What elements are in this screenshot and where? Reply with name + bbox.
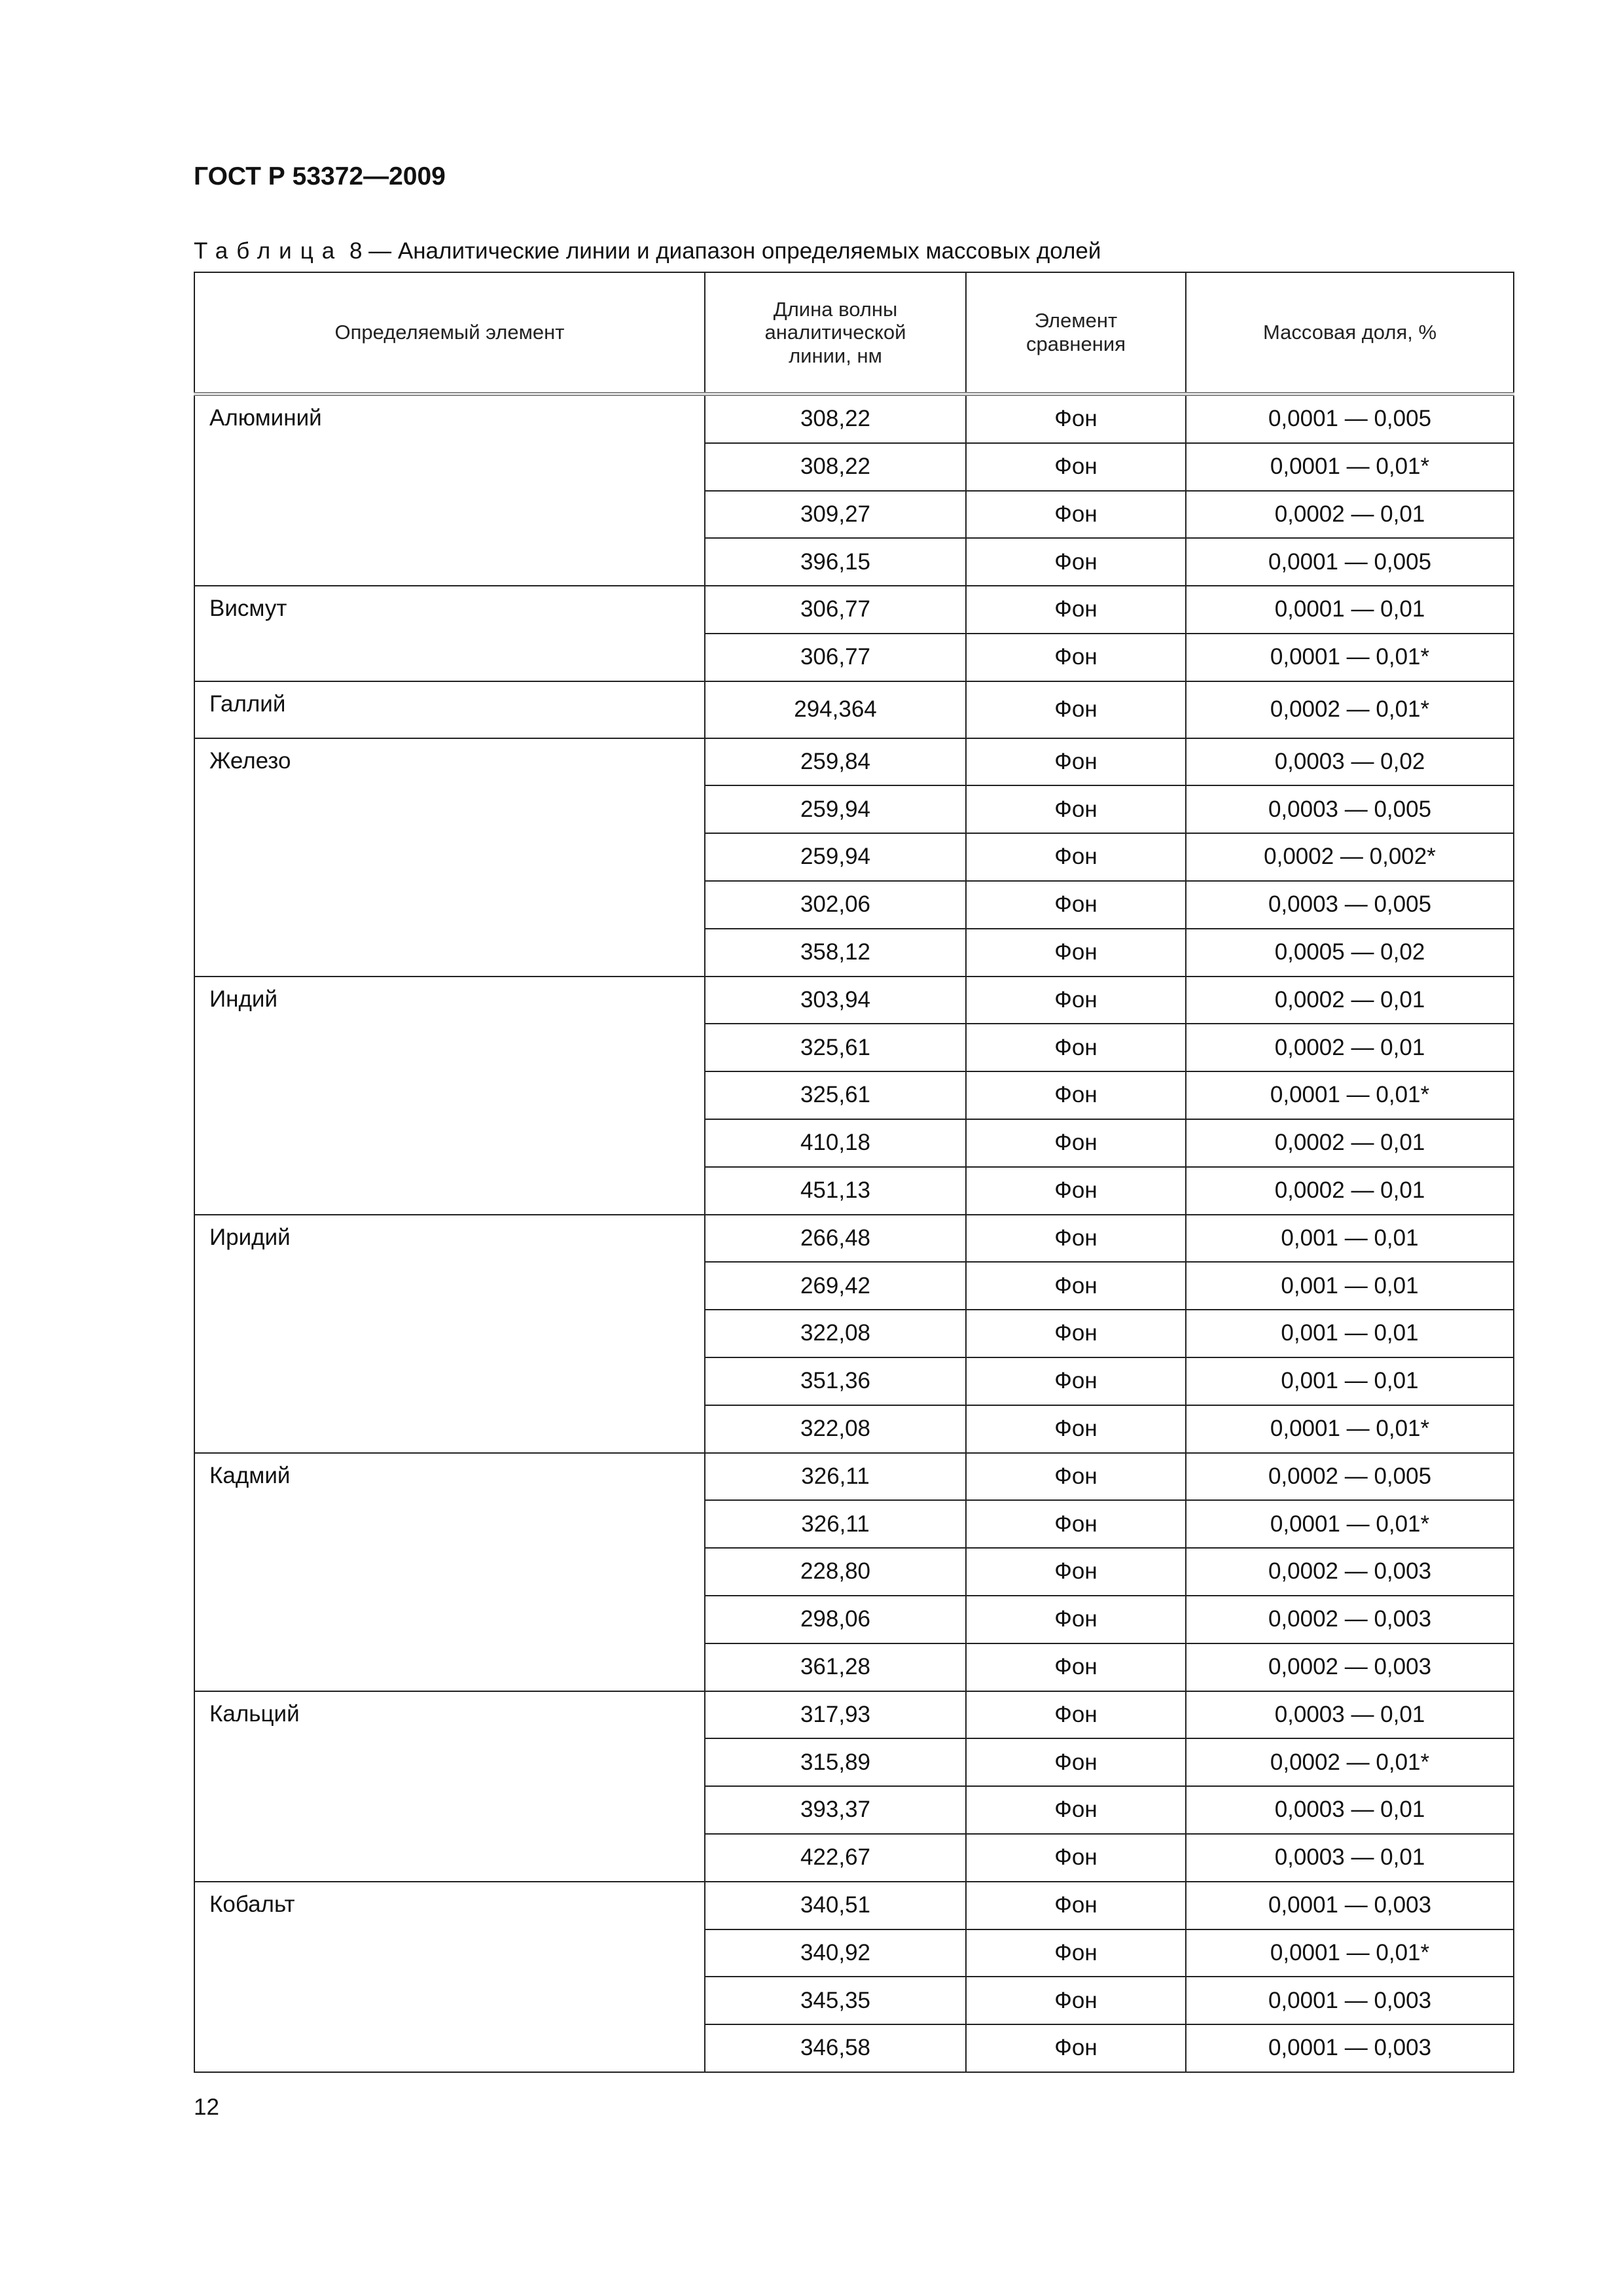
document-code: ГОСТ Р 53372—2009 (194, 162, 446, 190)
mass-fraction-cell: 0,0001 — 0,01* (1186, 1071, 1514, 1119)
element-name-cell: Висмут (194, 586, 705, 681)
mass-fraction-cell: 0,0003 — 0,005 (1186, 881, 1514, 929)
comparison-element-cell: Фон (966, 929, 1186, 977)
element-name-cell: Галлий (194, 681, 705, 738)
mass-fraction-cell: 0,0001 — 0,003 (1186, 1882, 1514, 1929)
header-comparison-element: Элемент сравнения (966, 272, 1186, 394)
table-row (194, 1215, 1514, 1263)
comparison-element-cell: Фон (966, 977, 1186, 1024)
mass-fraction-cell: 0,0001 — 0,005 (1186, 394, 1514, 443)
mass-fraction-cell: 0,0001 — 0,01* (1186, 1500, 1514, 1548)
wavelength-cell: 259,94 (705, 785, 966, 833)
table-row (194, 738, 1514, 786)
comparison-element-cell: Фон (966, 2024, 1186, 2072)
wavelength-cell: 325,61 (705, 1071, 966, 1119)
wavelength-cell: 346,58 (705, 2024, 966, 2072)
wavelength-cell: 315,89 (705, 1738, 966, 1786)
mass-fraction-cell: 0,0001 — 0,01* (1186, 1929, 1514, 1977)
mass-fraction-cell: 0,0002 — 0,01 (1186, 977, 1514, 1024)
element-name-cell: Алюминий (194, 394, 705, 586)
comparison-element-cell: Фон (966, 881, 1186, 929)
mass-fraction-cell: 0,0001 — 0,01 (1186, 586, 1514, 634)
mass-fraction-cell: 0,0002 — 0,01* (1186, 1738, 1514, 1786)
wavelength-cell: 340,92 (705, 1929, 966, 1977)
element-name-cell: Кальций (194, 1691, 705, 1882)
wavelength-cell: 266,48 (705, 1215, 966, 1263)
comparison-element-cell: Фон (966, 1262, 1186, 1310)
wavelength-cell: 325,61 (705, 1024, 966, 1071)
comparison-element-cell: Фон (966, 443, 1186, 491)
wavelength-cell: 259,94 (705, 833, 966, 881)
mass-fraction-cell: 0,0001 — 0,01* (1186, 634, 1514, 681)
header-mass-fraction: Массовая доля, % (1186, 272, 1514, 394)
header-element: Определяемый элемент (194, 272, 705, 394)
comparison-element-cell: Фон (966, 1548, 1186, 1596)
comparison-element-cell: Фон (966, 538, 1186, 586)
comparison-element-cell: Фон (966, 1357, 1186, 1405)
comparison-element-cell: Фон (966, 1167, 1186, 1215)
mass-fraction-cell: 0,0003 — 0,01 (1186, 1834, 1514, 1882)
wavelength-cell: 269,42 (705, 1262, 966, 1310)
wavelength-cell: 298,06 (705, 1596, 966, 1643)
wavelength-cell: 294,364 (705, 681, 966, 738)
table-row (194, 681, 1514, 738)
comparison-element-cell: Фон (966, 634, 1186, 681)
table-row (194, 1453, 1514, 1501)
comparison-element-cell: Фон (966, 1071, 1186, 1119)
comparison-element-cell: Фон (966, 785, 1186, 833)
mass-fraction-cell: 0,0002 — 0,01 (1186, 491, 1514, 539)
table-body (194, 394, 1514, 2072)
table-caption-label: Таблица (194, 238, 344, 264)
wavelength-cell: 228,80 (705, 1548, 966, 1596)
mass-fraction-cell: 0,0002 — 0,01 (1186, 1167, 1514, 1215)
comparison-element-cell: Фон (966, 681, 1186, 738)
mass-fraction-cell: 0,0002 — 0,003 (1186, 1643, 1514, 1691)
wavelength-cell: 308,22 (705, 394, 966, 443)
comparison-element-cell: Фон (966, 1596, 1186, 1643)
wavelength-cell: 410,18 (705, 1119, 966, 1167)
element-name-cell: Иридий (194, 1215, 705, 1453)
comparison-element-cell: Фон (966, 1786, 1186, 1834)
table-row (194, 394, 1514, 443)
element-name-cell: Кобальт (194, 1882, 705, 2072)
wavelength-cell: 451,13 (705, 1167, 966, 1215)
comparison-element-cell: Фон (966, 1929, 1186, 1977)
mass-fraction-cell: 0,001 — 0,01 (1186, 1357, 1514, 1405)
wavelength-cell: 322,08 (705, 1405, 966, 1453)
wavelength-cell: 326,11 (705, 1453, 966, 1501)
mass-fraction-cell: 0,0002 — 0,003 (1186, 1548, 1514, 1596)
table-row (194, 586, 1514, 634)
wavelength-cell: 309,27 (705, 491, 966, 539)
comparison-element-cell: Фон (966, 1738, 1186, 1786)
mass-fraction-cell: 0,0001 — 0,003 (1186, 2024, 1514, 2072)
element-name-cell: Индий (194, 977, 705, 1215)
mass-fraction-cell: 0,0003 — 0,02 (1186, 738, 1514, 786)
analytical-lines-table (194, 272, 1514, 2073)
wavelength-cell: 306,77 (705, 586, 966, 634)
wavelength-cell: 302,06 (705, 881, 966, 929)
mass-fraction-cell: 0,0002 — 0,01 (1186, 1119, 1514, 1167)
wavelength-cell: 422,67 (705, 1834, 966, 1882)
wavelength-cell: 306,77 (705, 634, 966, 681)
mass-fraction-cell: 0,0002 — 0,01* (1186, 681, 1514, 738)
comparison-element-cell: Фон (966, 1882, 1186, 1929)
wavelength-cell: 393,37 (705, 1786, 966, 1834)
mass-fraction-cell: 0,0001 — 0,01* (1186, 443, 1514, 491)
wavelength-cell: 322,08 (705, 1310, 966, 1357)
mass-fraction-cell: 0,0002 — 0,005 (1186, 1453, 1514, 1501)
table-row (194, 1882, 1514, 1929)
comparison-element-cell: Фон (966, 738, 1186, 786)
mass-fraction-cell: 0,0003 — 0,01 (1186, 1691, 1514, 1739)
table-caption-text: — Аналитические линии и диапазон определяемых массовых долей (368, 238, 1101, 264)
wavelength-cell: 361,28 (705, 1643, 966, 1691)
wavelength-cell: 326,11 (705, 1500, 966, 1548)
comparison-element-cell: Фон (966, 1405, 1186, 1453)
wavelength-cell: 358,12 (705, 929, 966, 977)
wavelength-cell: 396,15 (705, 538, 966, 586)
mass-fraction-cell: 0,001 — 0,01 (1186, 1262, 1514, 1310)
comparison-element-cell: Фон (966, 586, 1186, 634)
wavelength-cell: 317,93 (705, 1691, 966, 1739)
comparison-element-cell: Фон (966, 1643, 1186, 1691)
mass-fraction-cell: 0,0001 — 0,01* (1186, 1405, 1514, 1453)
element-name-cell: Железо (194, 738, 705, 977)
header-wavelength: Длина волны аналитической линии, нм (705, 272, 966, 394)
mass-fraction-cell: 0,0003 — 0,005 (1186, 785, 1514, 833)
mass-fraction-cell: 0,001 — 0,01 (1186, 1215, 1514, 1263)
table-row (194, 977, 1514, 1024)
comparison-element-cell: Фон (966, 833, 1186, 881)
mass-fraction-cell: 0,0001 — 0,005 (1186, 538, 1514, 586)
mass-fraction-cell: 0,0003 — 0,01 (1186, 1786, 1514, 1834)
comparison-element-cell: Фон (966, 1215, 1186, 1263)
mass-fraction-cell: 0,001 — 0,01 (1186, 1310, 1514, 1357)
wavelength-cell: 345,35 (705, 1977, 966, 2024)
page-number: 12 (194, 2094, 219, 2120)
wavelength-cell: 340,51 (705, 1882, 966, 1929)
comparison-element-cell: Фон (966, 1500, 1186, 1548)
comparison-element-cell: Фон (966, 1310, 1186, 1357)
mass-fraction-cell: 0,0005 — 0,02 (1186, 929, 1514, 977)
element-name-cell: Кадмий (194, 1453, 705, 1691)
wavelength-cell: 351,36 (705, 1357, 966, 1405)
table-header-row (194, 272, 1514, 394)
mass-fraction-cell: 0,0002 — 0,01 (1186, 1024, 1514, 1071)
comparison-element-cell: Фон (966, 1453, 1186, 1501)
wavelength-cell: 259,84 (705, 738, 966, 786)
comparison-element-cell: Фон (966, 1834, 1186, 1882)
table-caption (194, 238, 1101, 264)
wavelength-cell: 308,22 (705, 443, 966, 491)
comparison-element-cell: Фон (966, 491, 1186, 539)
comparison-element-cell: Фон (966, 1691, 1186, 1739)
mass-fraction-cell: 0,0002 — 0,002* (1186, 833, 1514, 881)
wavelength-cell: 303,94 (705, 977, 966, 1024)
mass-fraction-cell: 0,0002 — 0,003 (1186, 1596, 1514, 1643)
comparison-element-cell: Фон (966, 394, 1186, 443)
comparison-element-cell: Фон (966, 1024, 1186, 1071)
mass-fraction-cell: 0,0001 — 0,003 (1186, 1977, 1514, 2024)
comparison-element-cell: Фон (966, 1119, 1186, 1167)
table-caption-number: 8 (349, 238, 363, 264)
table-row (194, 1691, 1514, 1739)
comparison-element-cell: Фон (966, 1977, 1186, 2024)
